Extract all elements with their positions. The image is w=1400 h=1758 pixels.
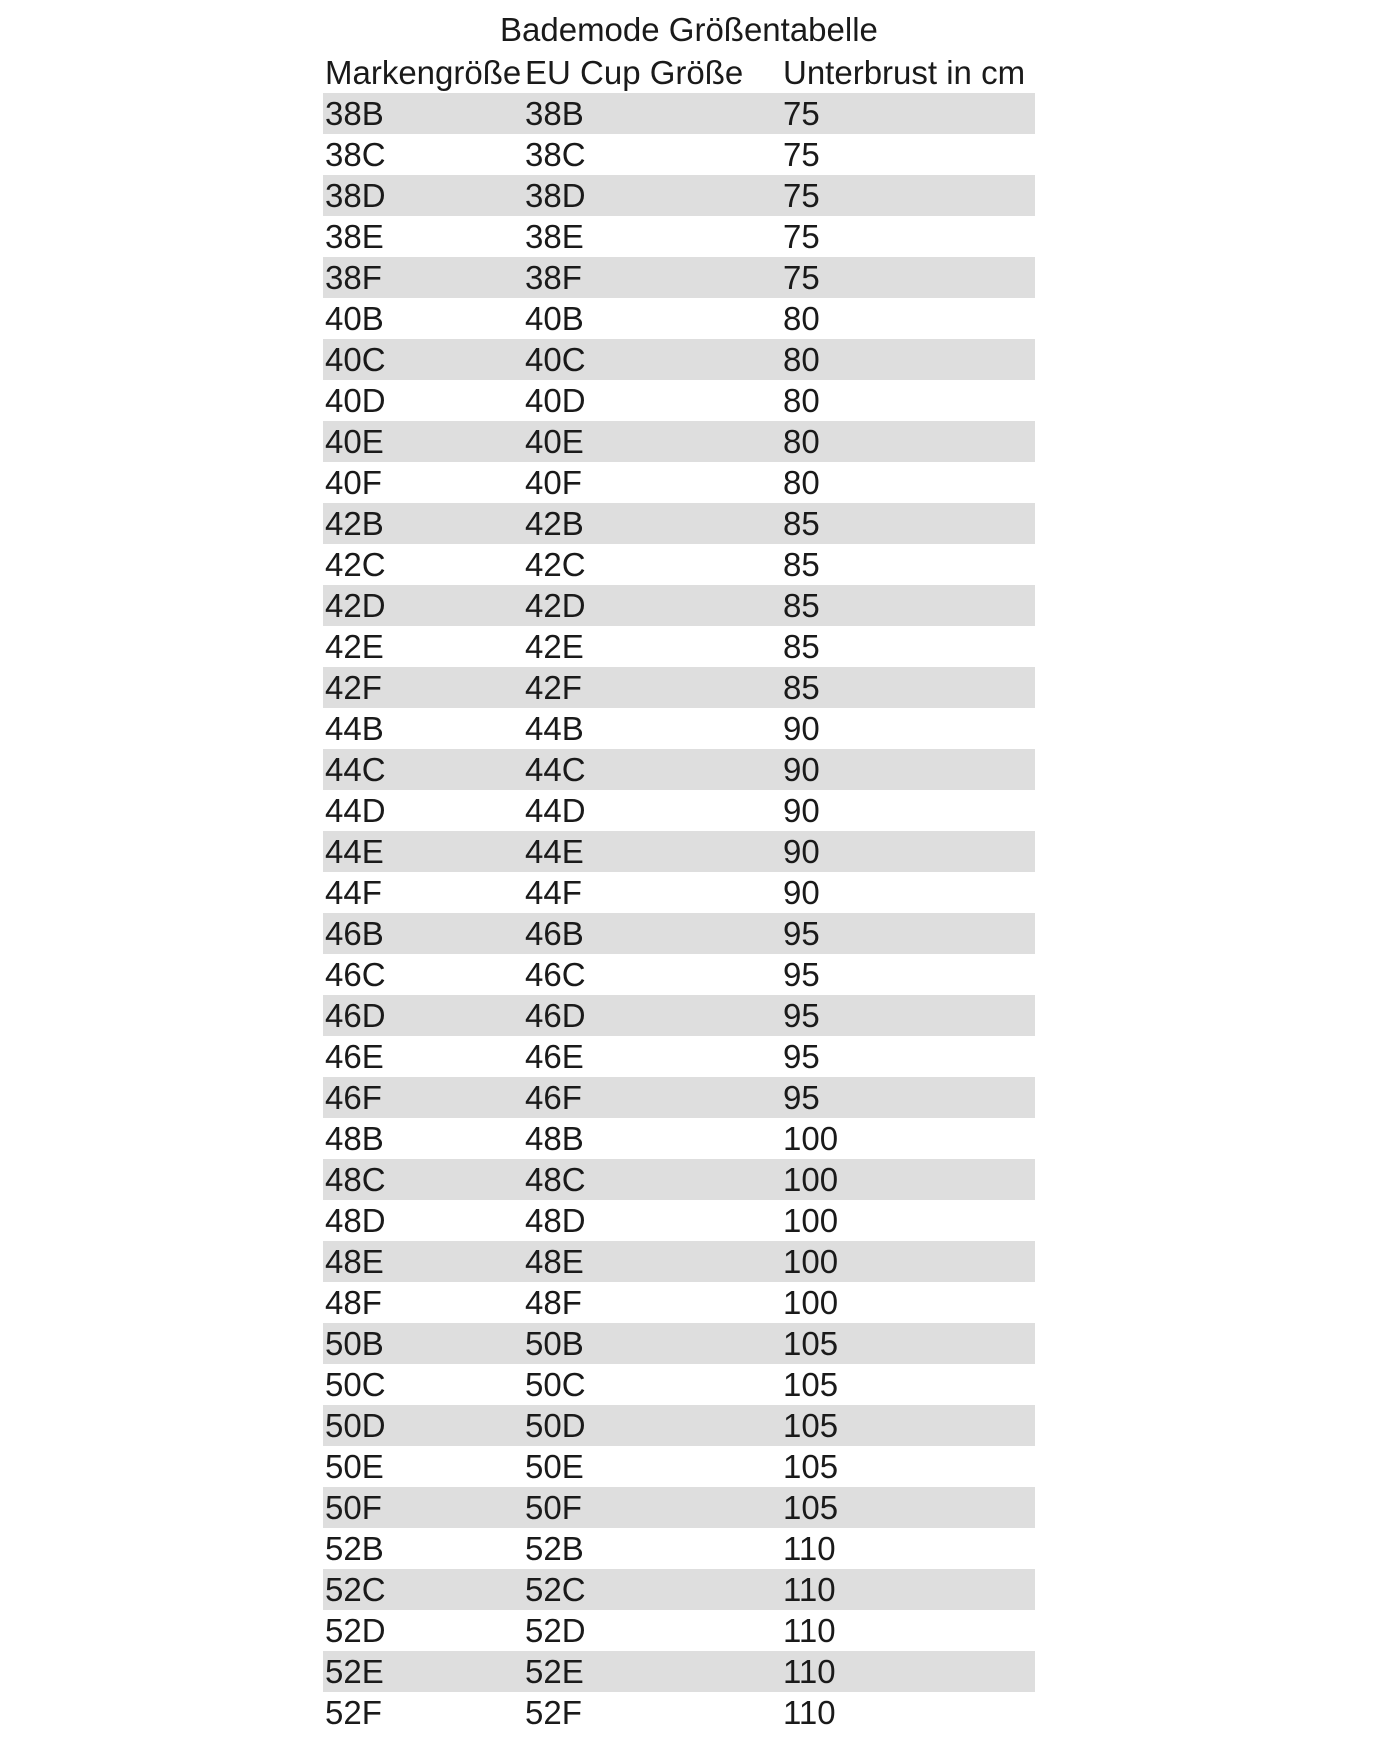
cell-eu-cup-size: 52C <box>525 1571 586 1608</box>
cell-eu-cup-size: 48C <box>525 1161 586 1198</box>
table-row <box>323 544 1035 585</box>
table-row <box>323 913 1035 954</box>
cell-underbust: 105 <box>783 1325 839 1362</box>
cell-brand-size: 50B <box>325 1325 384 1362</box>
cell-eu-cup-size: 50D <box>525 1407 586 1444</box>
cell-underbust: 100 <box>783 1243 839 1280</box>
cell-eu-cup-size: 50C <box>525 1366 586 1403</box>
cell-brand-size: 50D <box>325 1407 386 1444</box>
cell-brand-size: 50F <box>325 1489 382 1526</box>
cell-eu-cup-size: 46C <box>525 956 586 993</box>
cell-brand-size: 46B <box>325 915 384 952</box>
table-row <box>323 1036 1035 1077</box>
cell-underbust: 75 <box>783 95 820 132</box>
cell-brand-size: 40D <box>325 382 386 419</box>
cell-eu-cup-size: 48E <box>525 1243 584 1280</box>
cell-underbust: 95 <box>783 1079 820 1116</box>
table-row <box>323 380 1035 421</box>
cell-eu-cup-size: 50E <box>525 1448 584 1485</box>
cell-brand-size: 48F <box>325 1284 382 1321</box>
cell-brand-size: 52F <box>325 1694 382 1731</box>
cell-brand-size: 52B <box>325 1530 384 1567</box>
cell-underbust: 100 <box>783 1120 839 1157</box>
cell-underbust: 105 <box>783 1366 839 1403</box>
cell-underbust: 90 <box>783 710 820 747</box>
size-chart <box>323 8 1035 1733</box>
cell-brand-size: 42B <box>325 505 384 542</box>
table-row <box>323 667 1035 708</box>
table-row <box>323 585 1035 626</box>
cell-underbust: 85 <box>783 628 820 665</box>
table-row <box>323 790 1035 831</box>
table-row <box>323 175 1035 216</box>
cell-eu-cup-size: 38B <box>525 95 584 132</box>
cell-underbust: 90 <box>783 792 820 829</box>
cell-eu-cup-size: 48B <box>525 1120 584 1157</box>
table-row <box>323 1446 1035 1487</box>
cell-brand-size: 50E <box>325 1448 384 1485</box>
table-row <box>323 995 1035 1036</box>
table-row <box>323 1528 1035 1569</box>
cell-brand-size: 38E <box>325 218 384 255</box>
cell-underbust: 85 <box>783 587 820 624</box>
cell-eu-cup-size: 38F <box>525 259 582 296</box>
cell-eu-cup-size: 44D <box>525 792 586 829</box>
cell-underbust: 110 <box>783 1653 836 1690</box>
table-row <box>323 298 1035 339</box>
cell-brand-size: 42F <box>325 669 382 706</box>
cell-eu-cup-size: 52E <box>525 1653 584 1690</box>
cell-brand-size: 40C <box>325 341 386 378</box>
cell-eu-cup-size: 42F <box>525 669 582 706</box>
table-row <box>323 257 1035 298</box>
cell-brand-size: 38C <box>325 136 386 173</box>
cell-eu-cup-size: 44C <box>525 751 586 788</box>
cell-eu-cup-size: 44E <box>525 833 584 870</box>
cell-brand-size: 46F <box>325 1079 382 1116</box>
table-row <box>323 1651 1035 1692</box>
cell-eu-cup-size: 46B <box>525 915 584 952</box>
table-row <box>323 339 1035 380</box>
cell-underbust: 75 <box>783 177 820 214</box>
cell-eu-cup-size: 50B <box>525 1325 584 1362</box>
table-row <box>323 1200 1035 1241</box>
cell-underbust: 110 <box>783 1571 836 1608</box>
cell-eu-cup-size: 40D <box>525 382 586 419</box>
cell-underbust: 80 <box>783 464 820 501</box>
table-row <box>323 749 1035 790</box>
table-row <box>323 1241 1035 1282</box>
cell-underbust: 85 <box>783 669 820 706</box>
table-row <box>323 1364 1035 1405</box>
cell-brand-size: 38D <box>325 177 386 214</box>
cell-brand-size: 40F <box>325 464 382 501</box>
cell-brand-size: 42D <box>325 587 386 624</box>
table-row <box>323 462 1035 503</box>
table-row <box>323 1323 1035 1364</box>
cell-brand-size: 40E <box>325 423 384 460</box>
cell-brand-size: 40B <box>325 300 384 337</box>
cell-underbust: 100 <box>783 1284 839 1321</box>
cell-brand-size: 46E <box>325 1038 384 1075</box>
cell-underbust: 100 <box>783 1202 839 1239</box>
table-row <box>323 1282 1035 1323</box>
cell-underbust: 75 <box>783 218 820 255</box>
table-row <box>323 1487 1035 1528</box>
cell-underbust: 90 <box>783 833 820 870</box>
cell-brand-size: 48B <box>325 1120 384 1157</box>
cell-brand-size: 52D <box>325 1612 386 1649</box>
cell-eu-cup-size: 44F <box>525 874 582 911</box>
cell-underbust: 80 <box>783 341 820 378</box>
column-header-underbust: Unterbrust in cm <box>783 54 1026 91</box>
cell-eu-cup-size: 38E <box>525 218 584 255</box>
cell-brand-size: 48C <box>325 1161 386 1198</box>
table-row <box>323 93 1035 134</box>
cell-eu-cup-size: 46F <box>525 1079 582 1116</box>
cell-eu-cup-size: 38D <box>525 177 586 214</box>
cell-underbust: 75 <box>783 259 820 296</box>
cell-brand-size: 42C <box>325 546 386 583</box>
cell-eu-cup-size: 48F <box>525 1284 582 1321</box>
table-row <box>323 1405 1035 1446</box>
cell-eu-cup-size: 42E <box>525 628 584 665</box>
table-row <box>323 1692 1035 1733</box>
table-row <box>323 134 1035 175</box>
column-header-eu-cup-size: EU Cup Größe <box>525 54 744 91</box>
cell-brand-size: 44C <box>325 751 386 788</box>
cell-brand-size: 44B <box>325 710 384 747</box>
cell-eu-cup-size: 50F <box>525 1489 582 1526</box>
table-row <box>323 872 1035 913</box>
table-row <box>323 503 1035 544</box>
cell-brand-size: 46C <box>325 956 386 993</box>
table-row <box>323 421 1035 462</box>
table-row <box>323 216 1035 257</box>
cell-underbust: 100 <box>783 1161 839 1198</box>
cell-underbust: 90 <box>783 751 820 788</box>
cell-brand-size: 44E <box>325 833 384 870</box>
cell-underbust: 85 <box>783 546 820 583</box>
cell-eu-cup-size: 40E <box>525 423 584 460</box>
cell-eu-cup-size: 46E <box>525 1038 584 1075</box>
cell-underbust: 105 <box>783 1489 839 1526</box>
cell-brand-size: 38B <box>325 95 384 132</box>
cell-underbust: 80 <box>783 423 820 460</box>
cell-eu-cup-size: 42C <box>525 546 586 583</box>
cell-underbust: 110 <box>783 1530 836 1567</box>
cell-eu-cup-size: 46D <box>525 997 586 1034</box>
cell-underbust: 95 <box>783 997 820 1034</box>
cell-underbust: 90 <box>783 874 820 911</box>
table-row <box>323 626 1035 667</box>
table-title: Bademode Größentabelle <box>500 11 878 48</box>
cell-brand-size: 50C <box>325 1366 386 1403</box>
cell-brand-size: 38F <box>325 259 382 296</box>
table-row <box>323 708 1035 749</box>
cell-brand-size: 52C <box>325 1571 386 1608</box>
cell-eu-cup-size: 40F <box>525 464 582 501</box>
column-header-brand-size: Markengröße <box>325 54 522 91</box>
cell-brand-size: 44D <box>325 792 386 829</box>
cell-underbust: 85 <box>783 505 820 542</box>
cell-eu-cup-size: 38C <box>525 136 586 173</box>
cell-eu-cup-size: 42B <box>525 505 584 542</box>
cell-brand-size: 48E <box>325 1243 384 1280</box>
cell-underbust: 95 <box>783 956 820 993</box>
table-row <box>323 831 1035 872</box>
table-row <box>323 1077 1035 1118</box>
cell-underbust: 75 <box>783 136 820 173</box>
table-body <box>323 93 1035 1733</box>
cell-brand-size: 48D <box>325 1202 386 1239</box>
cell-brand-size: 46D <box>325 997 386 1034</box>
table-row <box>323 1610 1035 1651</box>
cell-underbust: 95 <box>783 1038 820 1075</box>
cell-underbust: 80 <box>783 300 820 337</box>
cell-underbust: 95 <box>783 915 820 952</box>
cell-underbust: 105 <box>783 1448 839 1485</box>
cell-brand-size: 44F <box>325 874 382 911</box>
cell-underbust: 110 <box>783 1694 836 1731</box>
table-row <box>323 1159 1035 1200</box>
cell-eu-cup-size: 40B <box>525 300 584 337</box>
cell-eu-cup-size: 40C <box>525 341 586 378</box>
table-row <box>323 1118 1035 1159</box>
cell-underbust: 110 <box>783 1612 836 1649</box>
cell-underbust: 80 <box>783 382 820 419</box>
cell-eu-cup-size: 42D <box>525 587 586 624</box>
table-row <box>323 1569 1035 1610</box>
cell-eu-cup-size: 44B <box>525 710 584 747</box>
cell-brand-size: 42E <box>325 628 384 665</box>
cell-eu-cup-size: 52F <box>525 1694 582 1731</box>
table-row <box>323 954 1035 995</box>
cell-eu-cup-size: 52D <box>525 1612 586 1649</box>
cell-eu-cup-size: 52B <box>525 1530 584 1567</box>
cell-eu-cup-size: 48D <box>525 1202 586 1239</box>
cell-underbust: 105 <box>783 1407 839 1444</box>
table-header <box>323 52 1035 93</box>
cell-brand-size: 52E <box>325 1653 384 1690</box>
